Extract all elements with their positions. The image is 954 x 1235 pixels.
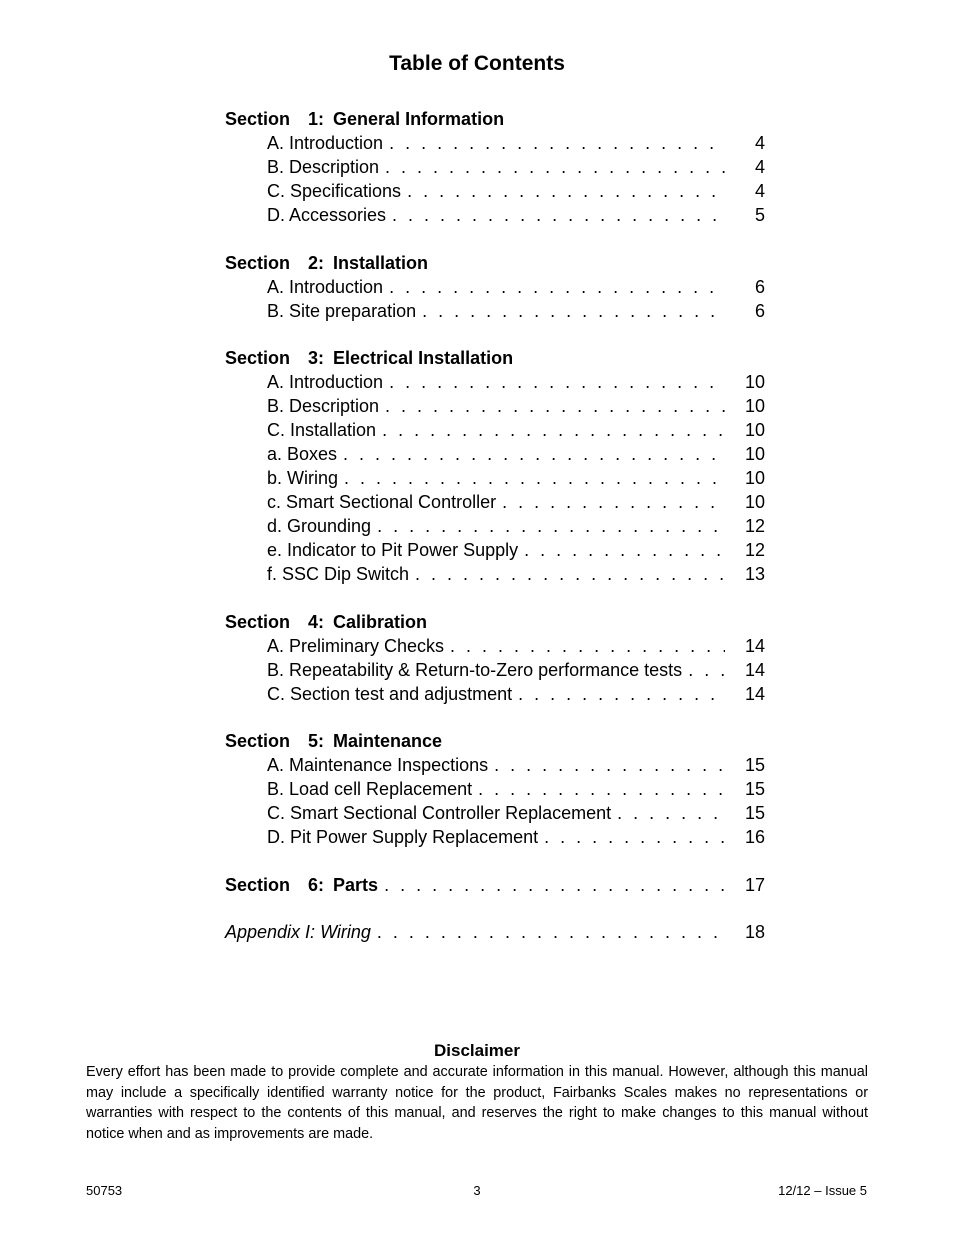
entry-title: C. Specifications (267, 181, 402, 201)
page-number: 12 (744, 516, 765, 536)
toc-section-4 (225, 610, 765, 706)
section-word: Section (225, 874, 291, 895)
toc-entry[interactable] (225, 753, 765, 777)
toc-entry[interactable] (225, 658, 765, 682)
section-word: Section (225, 348, 291, 368)
toc-entry[interactable] (225, 825, 765, 849)
toc-entry[interactable] (225, 442, 765, 466)
dot-leader (544, 825, 725, 849)
section-number: 1: (308, 109, 325, 129)
toc-entry[interactable] (225, 538, 765, 562)
section-title: Electrical Installation (333, 348, 514, 368)
page-number: 10 (744, 396, 765, 416)
toc-entry[interactable] (225, 299, 765, 323)
dot-leader (524, 538, 725, 562)
section-word: Section (225, 252, 291, 273)
dot-leader (384, 873, 725, 897)
toc-section-parts[interactable] (225, 873, 765, 897)
entry-title: f. SSC Dip Switch (267, 564, 410, 584)
page-number: 10 (744, 372, 765, 392)
footer-page-number: 3 (473, 1183, 481, 1198)
page-number: 14 (744, 683, 765, 704)
toc-section-1 (225, 107, 765, 227)
footer-doc-number: 50753 (86, 1183, 123, 1198)
dot-leader (422, 299, 725, 323)
toc-entry[interactable] (225, 131, 765, 155)
toc-entry[interactable] (225, 777, 765, 801)
page-number: 10 (744, 468, 765, 488)
toc-entry[interactable] (225, 418, 765, 442)
disclaimer-text: Every effort has been made to provide complete and accurate information in this manual. However, although this manual may include a specifically identified warranty notice for the product, Fairbanks Scales makes no representations or warranties with respect to the contents of this manual, and reserves the right to make changes to this manual without notice when and as improvements are made. (86, 1064, 868, 1142)
toc-entry[interactable] (225, 203, 765, 227)
appendix-title: Appendix I: Wiring (225, 922, 371, 942)
dot-leader (478, 777, 725, 801)
page-number: 10 (744, 420, 765, 440)
toc-entry[interactable] (225, 370, 765, 394)
disclaimer-title: Disclaimer (434, 1041, 520, 1060)
entry-title: B. Description (267, 396, 380, 416)
section-title: Parts (333, 874, 379, 895)
section-title: Calibration (333, 611, 428, 632)
table-of-contents (225, 107, 765, 944)
section-heading[interactable] (225, 346, 765, 370)
dot-leader (415, 562, 725, 586)
section-title: General Information (333, 109, 505, 129)
section-number: 3: (308, 348, 325, 368)
entry-title: A. Maintenance Inspections (267, 755, 489, 775)
page-number: 16 (744, 827, 765, 847)
section-word: Section (225, 731, 291, 751)
page-number: 18 (744, 922, 765, 942)
toc-entry[interactable] (225, 682, 765, 706)
section-number: 2: (308, 252, 325, 273)
toc-entry[interactable] (225, 490, 765, 514)
dot-leader (389, 275, 725, 299)
toc-entry[interactable] (225, 155, 765, 179)
page-number: 6 (754, 300, 765, 321)
toc-entry[interactable] (225, 801, 765, 825)
page-number: 15 (744, 803, 765, 823)
dot-leader (385, 394, 725, 418)
dot-leader (385, 155, 725, 179)
entry-title: d. Grounding (267, 516, 372, 536)
entry-title: C. Smart Sectional Controller Replacement (267, 803, 612, 823)
section-word: Section (225, 109, 291, 129)
dot-leader (688, 658, 725, 682)
section-heading[interactable] (225, 251, 765, 275)
entry-title: C. Installation (267, 420, 377, 440)
toc-section-3 (225, 346, 765, 586)
entry-title: A. Introduction (267, 133, 384, 153)
page-number: 12 (744, 540, 765, 560)
page-number: 14 (744, 659, 765, 680)
dot-leader (518, 682, 725, 706)
toc-entry[interactable] (225, 179, 765, 203)
dot-leader (617, 801, 725, 825)
page-number: 5 (754, 205, 765, 225)
entry-title: C. Section test and adjustment (267, 683, 513, 704)
page-number: 4 (754, 181, 765, 201)
section-heading (225, 873, 378, 897)
toc-entry[interactable] (225, 275, 765, 299)
dot-leader (494, 753, 725, 777)
page-title: Table of Contents (389, 52, 565, 75)
toc-section-5 (225, 729, 765, 849)
page-number: 14 (744, 635, 765, 656)
section-number: 4: (308, 611, 325, 632)
page-number: 15 (744, 755, 765, 775)
section-heading[interactable] (225, 107, 765, 131)
dot-leader (343, 442, 725, 466)
dot-leader (502, 490, 725, 514)
entry-title: A. Introduction (267, 276, 384, 297)
toc-entry[interactable] (225, 394, 765, 418)
entry-title: D. Accessories (267, 205, 387, 225)
section-number: 5: (308, 731, 325, 751)
page-number: 17 (744, 874, 765, 895)
dot-leader (407, 179, 725, 203)
entry-title: e. Indicator to Pit Power Supply (267, 540, 519, 560)
section-heading[interactable] (225, 729, 765, 753)
dot-leader (450, 634, 725, 658)
section-title: Installation (333, 252, 429, 273)
page-number: 15 (744, 779, 765, 799)
toc-appendix[interactable] (225, 920, 765, 944)
entry-title: D. Pit Power Supply Replacement (267, 827, 539, 847)
section-heading[interactable] (225, 610, 765, 634)
dot-leader (389, 370, 725, 394)
dot-leader (392, 203, 725, 227)
toc-entry[interactable] (225, 466, 765, 490)
entry-title: B. Load cell Replacement (267, 779, 473, 799)
section-title: Maintenance (333, 731, 443, 751)
page-number: 10 (744, 492, 765, 512)
toc-entry[interactable] (225, 514, 765, 538)
page-number: 6 (754, 276, 765, 297)
entry-title: c. Smart Sectional Controller (267, 492, 497, 512)
entry-title: A. Introduction (267, 372, 384, 392)
page-number: 4 (754, 157, 765, 177)
footer-issue: 12/12 – Issue 5 (778, 1183, 867, 1198)
toc-section-2 (225, 251, 765, 323)
section-number: 6: (308, 874, 325, 895)
page-number: 13 (744, 564, 765, 584)
toc-entry[interactable] (225, 562, 765, 586)
dot-leader (377, 514, 725, 538)
entry-title: a. Boxes (267, 444, 338, 464)
page-number: 10 (744, 444, 765, 464)
page-number: 4 (754, 133, 765, 153)
dot-leader (389, 131, 725, 155)
entry-title: B. Repeatability & Return-to-Zero performance tests (267, 659, 683, 680)
entry-title: A. Preliminary Checks (267, 635, 445, 656)
entry-title: B. Description (267, 157, 380, 177)
toc-sections (225, 107, 765, 849)
entry-title: b. Wiring (267, 468, 339, 488)
dot-leader (377, 920, 725, 944)
toc-entry[interactable] (225, 634, 765, 658)
entry-title: B. Site preparation (267, 300, 417, 321)
section-word: Section (225, 611, 291, 632)
dot-leader (344, 466, 725, 490)
dot-leader (382, 418, 725, 442)
